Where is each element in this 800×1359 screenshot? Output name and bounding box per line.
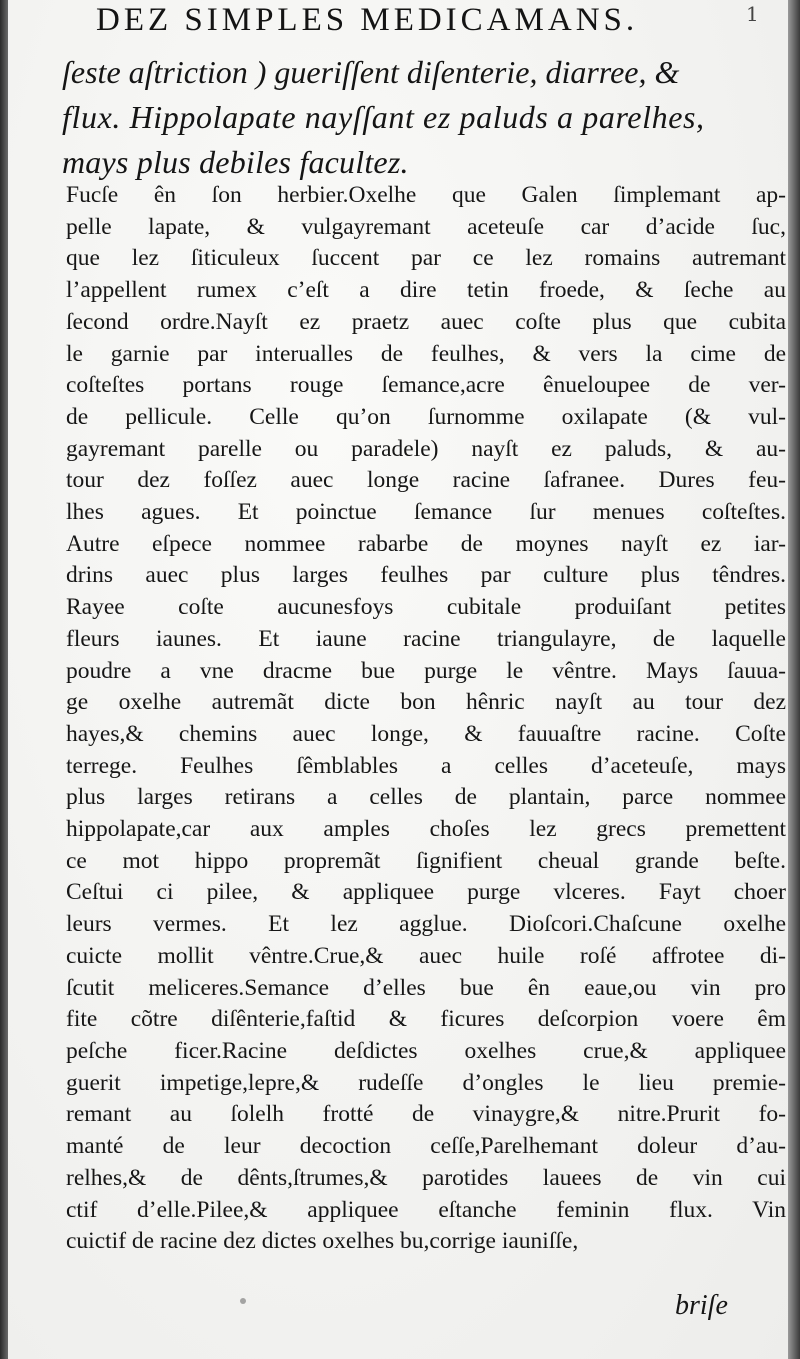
text-line: guerit impetige,lepre,& rudeſſe d’ongles le lieu premie-	[66, 1069, 786, 1096]
text-line: ctif d’elle.Pilee,& appliquee eſtanche feminin flux. Vin	[66, 1196, 786, 1223]
text-line: ſecond ordre.Nayſt ez praetz auec coſte plus que cubita	[66, 308, 786, 335]
text-line: pelle lapate, & vulgayremant aceteuſe car d’acide ſuc,	[66, 213, 786, 240]
ink-speck	[240, 1298, 246, 1304]
text-line: Fucſe ên ſon herbier.Oxelhe que Galen ſimplemant ap-	[66, 182, 786, 208]
italic-heading-block	[62, 50, 782, 185]
text-line: de pellicule. Celle qu’on ſurnomme oxilapate (& vul-	[66, 403, 786, 430]
text-line: Ceſtui ci pilee, & appliquee purge vlceres. Fayt choer	[66, 879, 786, 906]
catchword: briſe	[675, 1290, 728, 1321]
book-page	[8, 0, 788, 1359]
text-line: fite cõtre diſênterie,faſtid & ficures deſcorpion voere êm	[66, 1006, 786, 1033]
text-line: cuicte mollit vêntre.Crue,& auec huile roſé affrotee di-	[66, 942, 786, 969]
text-line: le garnie par interualles de feulhes, & vers la cime de	[66, 340, 786, 367]
text-line: hippolapate,car aux amples choſes lez grecs premettent	[66, 816, 786, 843]
text-line: gayremant parelle ou paradele) nayſt ez paluds, & au-	[66, 435, 786, 462]
text-line: ſcutit meliceres.Semance d’elles bue ên eaue,ou vin pro	[66, 974, 786, 1001]
text-line: cuictif de racine dez dictes oxelhes bu,corrige iauniſſe,	[66, 1228, 579, 1255]
text-line: ce mot hippo propremãt ſignifient cheual grande beſte.	[66, 847, 786, 874]
text-line: que lez ſiticuleux ſuccent par ce lez romains autremant	[66, 245, 786, 272]
running-head: DEZ SIMPLES MEDICAMANS.	[96, 2, 639, 38]
text-line: remant au ſolelh frotté de vinaygre,& nitre.Prurit fo-	[66, 1101, 786, 1128]
text-line: coſteſtes portans rouge ſemance,acre ênueloupee de ver-	[66, 372, 786, 399]
text-line: Rayee coſte aucunesfoys cubitale produiſant petites	[66, 594, 786, 621]
text-line: poudre a vne dracme bue purge le vêntre. Mays ſauua-	[66, 657, 786, 684]
italic-line: ſeste aſtriction ) gueriſſent diſenterie, diarree, &	[62, 54, 680, 90]
text-line: ge oxelhe autremãt dicte bon hênric nayſt au tour dez	[66, 689, 786, 716]
text-line: l’appellent rumex c’eſt a dire tetin froede, & ſeche au	[66, 277, 786, 304]
text-line: plus larges retirans a celles de plantain, parce nommee	[66, 784, 786, 811]
text-line: drins auec plus larges feulhes par culture plus têndres.	[66, 562, 786, 589]
scan-edge-right	[788, 0, 800, 1359]
text-line: lhes agues. Et poinctue ſemance ſur menues coſteſtes.	[66, 499, 786, 526]
italic-line: flux. Hippolapate nayſſant ez paluds a parelhes,	[62, 99, 705, 135]
italic-line: mays plus debiles facultez.	[62, 144, 409, 180]
scan-edge-left	[0, 0, 8, 1359]
text-line: fleurs iaunes. Et iaune racine triangulayre, de laquelle	[66, 625, 786, 652]
text-line: Autre eſpece nommee rabarbe de moynes nayſt ez iar-	[66, 530, 786, 557]
text-line: leurs vermes. Et lez agglue. Dioſcori.Chaſcune oxelhe	[66, 911, 786, 938]
text-line: manté de leur decoction ceſſe,Parelhemant doleur d’au-	[66, 1133, 786, 1160]
text-line: terrege. Feulhes ſêmblables a celles d’aceteuſe, mays	[66, 752, 786, 779]
text-line: tour dez foſſez auec longe racine ſafranee. Dures feu-	[66, 467, 786, 494]
body-text	[66, 180, 786, 1258]
folio-mark: 1	[746, 2, 759, 26]
text-line: peſche ficer.Racine deſdictes oxelhes crue,& appliquee	[66, 1037, 786, 1064]
text-line: hayes,& chemins auec longe, & fauuaſtre racine. Coſte	[66, 720, 786, 747]
text-line: relhes,& de dênts,ſtrumes,& parotides lauees de vin cui	[66, 1164, 786, 1191]
